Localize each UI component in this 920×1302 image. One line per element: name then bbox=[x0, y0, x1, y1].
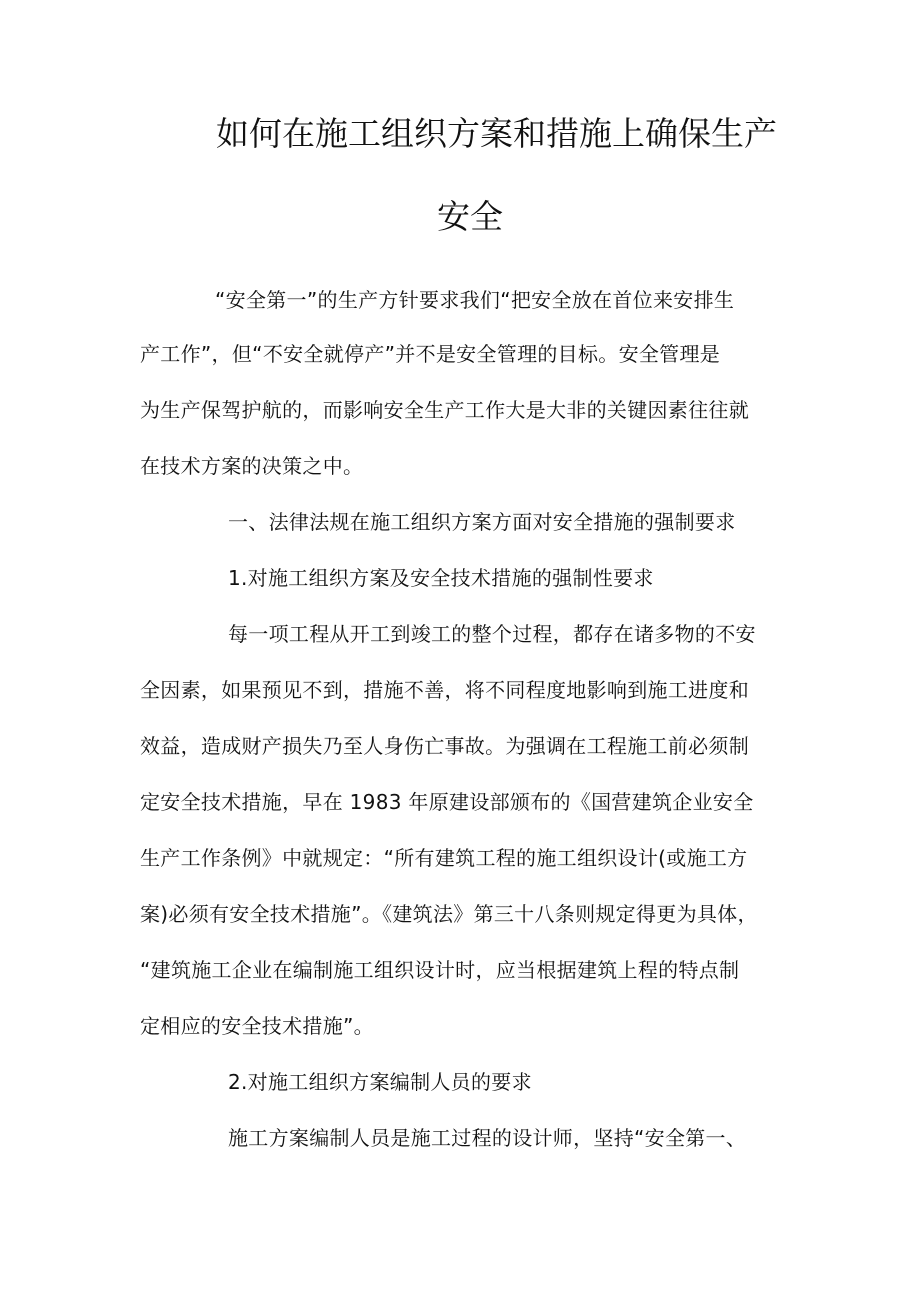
subsection-heading: 2.对施工组织方案编制人员的要求 bbox=[228, 1070, 532, 1094]
section-heading: 一、法律法规在施工组织方案方面对安全措施的强制要求 bbox=[228, 510, 736, 534]
paragraph-line: “建筑施工企业在编制施工组织设计时，应当根据建筑上程的特点制 bbox=[140, 958, 740, 982]
document-title-line-2: 安全 bbox=[437, 197, 503, 236]
paragraph-line: 定相应的安全技术措施”。 bbox=[140, 1014, 374, 1038]
paragraph-line: 全因素，如果预见不到，措施不善，将不同程度地影响到施工进度和 bbox=[140, 678, 749, 702]
paragraph-line: 施工方案编制人员是施工过程的设计师，坚持“安全第一、 bbox=[228, 1126, 747, 1150]
paragraph-line: 在技术方案的决策之中。 bbox=[140, 454, 364, 478]
paragraph-line: “安全第一”的生产方针要求我们“把安全放在首位来安排生 bbox=[215, 288, 735, 312]
paragraph-line: 每一项工程从开工到竣工的整个过程，都存在诸多物的不安 bbox=[228, 622, 756, 646]
paragraph-line: 为生产保驾护航的，而影响安全生产工作大是大非的关键因素往往就 bbox=[140, 398, 749, 422]
paragraph-line: 生产工作条例》中就规定：“所有建筑工程的施工组织设计(或施工方 bbox=[140, 846, 748, 870]
paragraph-line: 案)必须有安全技术措施”。《建筑法》第三十八条则规定得更为具体， bbox=[140, 902, 758, 926]
paragraph-line: 产工作”，但“不安全就停产”并不是安全管理的目标。安全管理是 bbox=[140, 342, 721, 366]
paragraph-line: 定安全技术措施，早在 1983 年原建设部颁布的《国营建筑企业安全 bbox=[140, 790, 754, 814]
subsection-heading: 1.对施工组织方案及安全技术措施的强制性要求 bbox=[228, 566, 654, 590]
document-title-line-1: 如何在施工组织方案和措施上确保生产 bbox=[216, 114, 777, 153]
paragraph-line: 效益，造成财产损失乃至人身伤亡事故。为强调在工程施工前必须制 bbox=[140, 734, 749, 758]
